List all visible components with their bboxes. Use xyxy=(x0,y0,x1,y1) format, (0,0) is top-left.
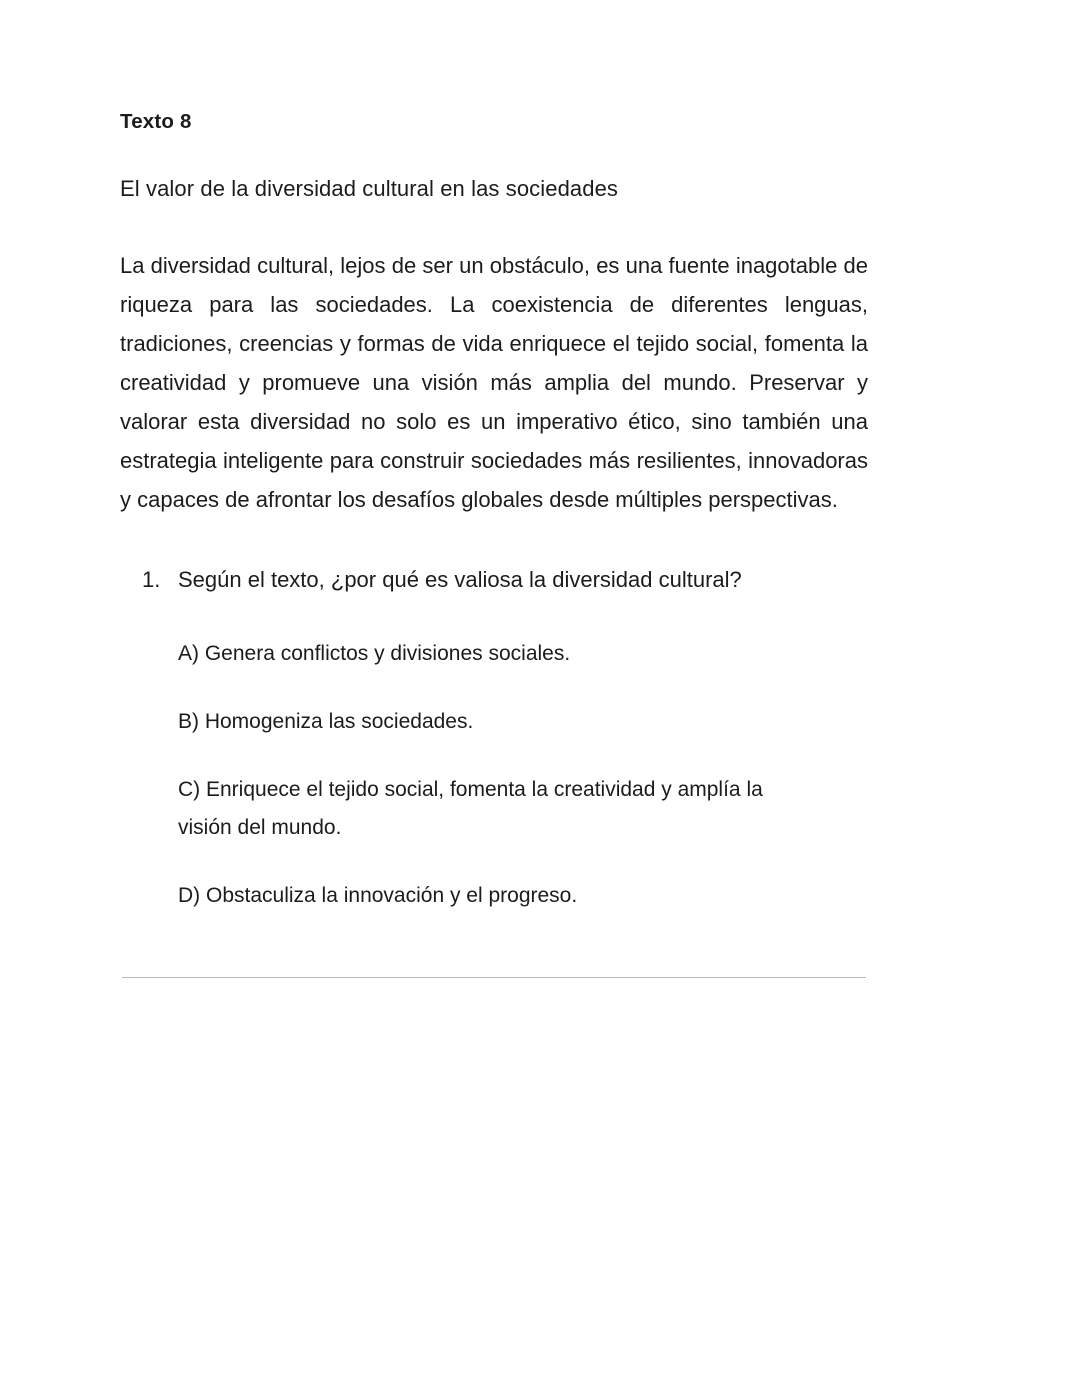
answer-option-b[interactable]: B) Homogeniza las sociedades. xyxy=(178,710,474,733)
section-divider xyxy=(122,977,866,978)
question-number: 1. xyxy=(142,567,161,592)
text-label: Texto 8 xyxy=(120,110,192,133)
question-item xyxy=(120,561,878,915)
question-text: Según el texto, ¿por qué es valiosa la diversidad cultural? xyxy=(178,567,742,592)
page-title: El valor de la diversidad cultural en las sociedades xyxy=(120,176,619,201)
answer-option-d[interactable]: D) Obstaculiza la innovación y el progreso. xyxy=(178,884,578,907)
answer-option-a[interactable]: A) Genera conflictos y divisiones sociales. xyxy=(178,642,571,665)
answer-option-c[interactable]: C) Enriquece el tejido social, fomenta la creatividad y amplía la visión del mundo. xyxy=(178,778,763,839)
reading-passage: La diversidad cultural, lejos de ser un obstáculo, es una fuente inagotable de riqueza para las sociedades. La coexistencia de diferentes lenguas, tradiciones, creencias y formas de vida enriquece el tejido social, fomenta la creatividad y promueve una visión más amplia del mundo. Preservar y valorar esta diversidad no solo es un imperativo ético, sino también una estrategia inteligente para construir sociedades más resilientes, innovadoras y capaces de afrontar los desafíos globales desde múltiples perspectivas. xyxy=(120,253,868,512)
